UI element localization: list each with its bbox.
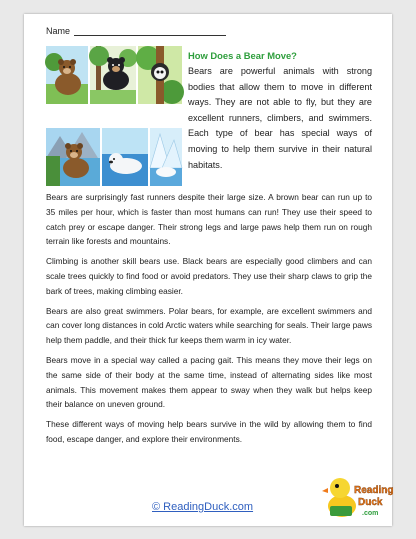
name-label: Name bbox=[46, 26, 71, 36]
worksheet-page bbox=[24, 14, 392, 526]
paragraph-conclusion: These different ways of moving help bears survive in the wild by allowing them to find food, escape danger, and explore their environments. bbox=[46, 419, 372, 444]
paragraph-running: Bears are surprisingly fast runners despite their large size. A brown bear can run up to 35 miles per hour, which is faster than most humans can run! They use their speed to catch prey or escape danger. Their strong legs and large paws help them run on rough terrain like forests and mountains. bbox=[46, 192, 372, 247]
bear-in-tree-image bbox=[138, 46, 182, 104]
name-field-row bbox=[46, 26, 226, 36]
brown-bear-river-image bbox=[46, 128, 100, 186]
brown-bear-walking-image bbox=[46, 46, 88, 104]
article-title: How Does a Bear Move? bbox=[188, 50, 297, 61]
article-body bbox=[46, 190, 372, 452]
reading-duck-logo bbox=[324, 466, 394, 522]
logo-word-reading: Reading bbox=[354, 485, 394, 496]
duck-logo-icon bbox=[324, 466, 394, 522]
logo-word-duck: Duck bbox=[358, 497, 383, 508]
bear-illustrations bbox=[46, 46, 182, 186]
black-bear-jumping-image bbox=[90, 46, 136, 104]
logo-word-com: .com bbox=[362, 510, 379, 517]
readingduck-link[interactable]: © ReadingDuck.com bbox=[152, 501, 254, 513]
intro-paragraph: Bears are powerful animals with strong bodies that allow them to move in different ways. They are not able to fly, but they are excellent runners, climbers, and swimmers. Each type of bear has special ways of moving to help them survive in their natural habitats. bbox=[188, 66, 372, 170]
paragraph-climbing: Climbing is another skill bears use. Black bears are especially good climbers and can scale trees quickly to find food or avoid predators. They use their sharp claws to grip the bark of trees, making climbing easier. bbox=[46, 256, 372, 296]
polar-bear-swimming-image bbox=[102, 128, 148, 186]
paragraph-swimming: Bears are also great swimmers. Polar bears, for example, are excellent swimmers and can cover long distances in cold Arctic waters while searching for seals. Their large paws help them paddle, and their thick fur keeps them warm in icy water. bbox=[46, 305, 372, 346]
paragraph-pacing-gait: Bears move in a special way called a pacing gait. This means they move their legs on the same side of their body at the same time, instead of alternating sides like most animals. This movement makes them appear to sway when they walk but helps keep their balance on uneven ground. bbox=[46, 354, 372, 410]
polar-bear-ice-image bbox=[150, 128, 182, 186]
name-blank-line[interactable] bbox=[74, 27, 226, 36]
